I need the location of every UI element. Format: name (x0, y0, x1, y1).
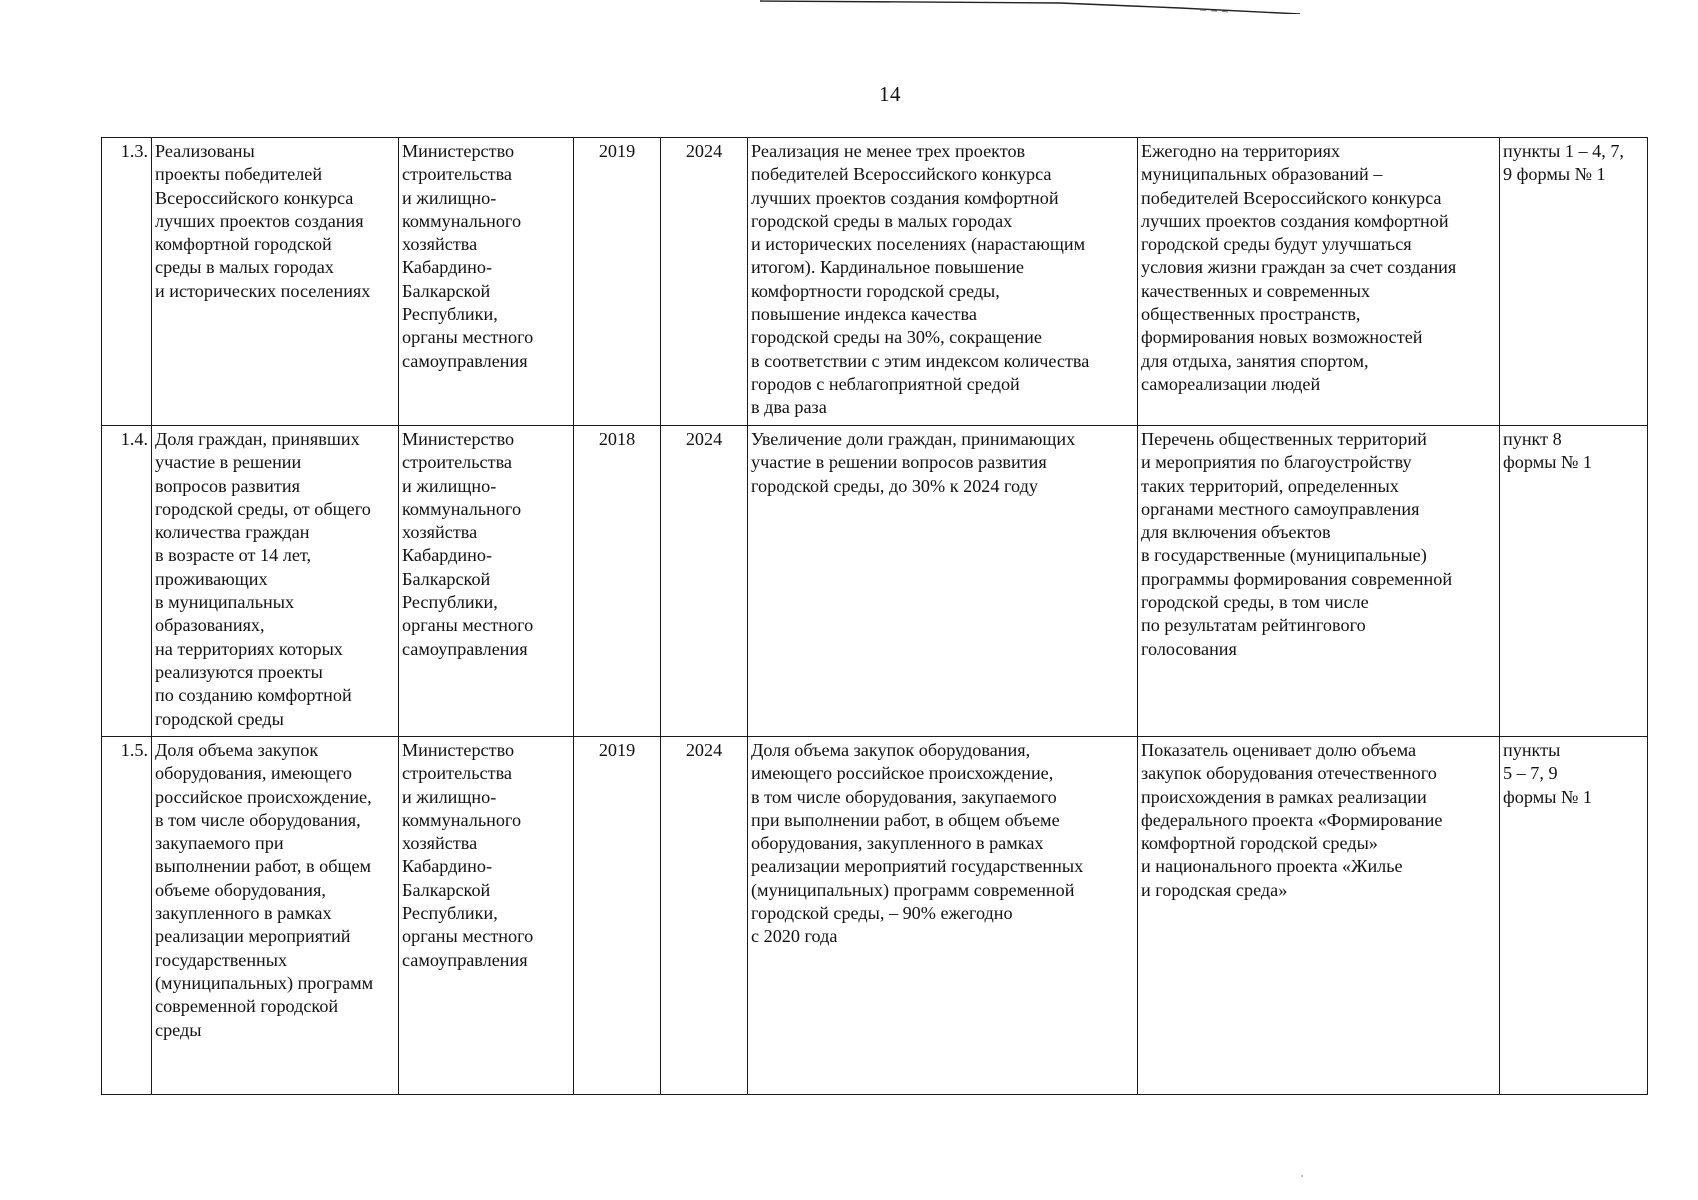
scan-edge-line (760, 0, 1300, 14)
end-year: 2024 (661, 426, 748, 737)
expected-result: Доля объема закупок оборудования, имеющего российское происхождение, в том числе оборудования, закупаемого при выполнении работ, в общем объеме оборудования, закупленного в рамках реализации мероприятий государственных (муниципальных) программ современной городской среды, – 90% ежегодно с 2020 года (748, 737, 1138, 1095)
table-row (102, 426, 1648, 737)
description: Перечень общественных территорий и мероприятия по благоустройству таких территорий, определенных органами местного самоуправления для включения объектов в государственные (муниципальные) программы формирования современной городской среды, в том числе по результатам рейтингового голосования (1138, 426, 1500, 737)
form-reference: пункты 5 – 7, 9 формы № 1 (1500, 737, 1648, 1095)
start-year: 2018 (574, 426, 661, 737)
indicator-name: Доля объема закупок оборудования, имеющего российское происхождение, в том числе оборудования, закупаемого при выполнении работ, в общем объеме оборудования, закупленного в рамках реализации мероприятий государственных (муниципальных) программ современной городской среды (152, 737, 399, 1095)
scan-speck (1300, 1165, 1304, 1169)
row-number: 1.4. (102, 426, 152, 737)
row-number: 1.5. (102, 737, 152, 1095)
start-year: 2019 (574, 138, 661, 426)
form-reference: пункты 1 – 4, 7, 9 формы № 1 (1500, 138, 1648, 426)
form-reference: пункт 8 формы № 1 (1500, 426, 1648, 737)
indicator-name: Реализованы проекты победителей Всероссийского конкурса лучших проектов создания комфортной городской среды в малых городах и исторических поселениях (152, 138, 399, 426)
table-row (102, 138, 1648, 426)
end-year: 2024 (661, 138, 748, 426)
responsible-body: Министерство строительства и жилищно- коммунального хозяйства Кабардино- Балкарской Республики, органы местного самоуправления (399, 426, 574, 737)
indicator-name: Доля граждан, принявших участие в решении вопросов развития городской среды, от общего количества граждан в возрасте от 14 лет, проживающих в муниципальных образованиях, на территориях которых реализуются проекты по созданию комфортной городской среды (152, 426, 399, 737)
page-number: 14 (879, 82, 901, 106)
description: Показатель оценивает долю объема закупок оборудования отечественного происхождения в рамках реализации федерального проекта «Формирование комфортной городской среды» и национального проекта «Жилье и городская среда» (1138, 737, 1500, 1095)
expected-result: Реализация не менее трех проектов победителей Всероссийского конкурса лучших проектов создания комфортной городской среды в малых городах и исторических поселениях (нарастающим итогом). Кардинальное повышение комфортности городской среды, повышение индекса качества городской среды на 30%, сокращение в соответствии с этим индексом количества городов с неблагоприятной средой в два раза (748, 138, 1138, 426)
table-row (102, 737, 1648, 1095)
responsible-body: Министерство строительства и жилищно- коммунального хозяйства Кабардино- Балкарской Республики, органы местного самоуправления (399, 737, 574, 1095)
program-indicators-table (101, 137, 1648, 1095)
description: Ежегодно на территориях муниципальных образований – победителей Всероссийского конкурса лучших проектов создания комфортной городской среды будут улучшаться условия жизни граждан за счет создания качественных и современных общественных пространств, формирования новых возможностей для отдыха, занятия спортом, самореализации людей (1138, 138, 1500, 426)
responsible-body: Министерство строительства и жилищно- коммунального хозяйства Кабардино- Балкарской Республики, органы местного самоуправления (399, 138, 574, 426)
start-year: 2019 (574, 737, 661, 1095)
end-year: 2024 (661, 737, 748, 1095)
expected-result: Увеличение доли граждан, принимающих участие в решении вопросов развития городской среды, до 30% к 2024 году (748, 426, 1138, 737)
row-number: 1.3. (102, 138, 152, 426)
